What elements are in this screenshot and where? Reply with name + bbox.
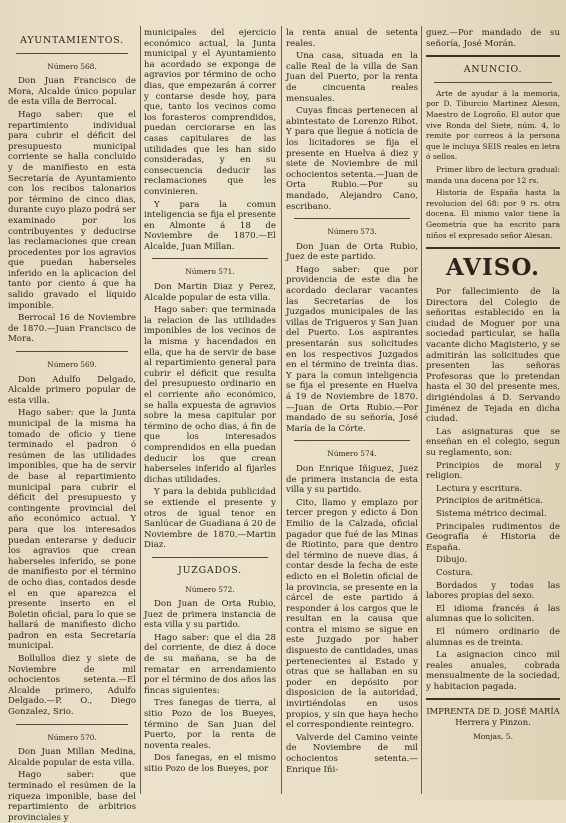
advert-item: Arte de ayudar á la memoria, por D. Tiburcio Martinez Aleson, Maestro de Logroño. El autor que vive Ronda del Siete, núm. 4, lo remite por correos á la persona que le incluya SEIS reales en letra ó sellos. — [426, 88, 560, 162]
notice-number: Número 572. — [185, 584, 235, 594]
notice-number: Número 570. — [47, 732, 97, 742]
subject-item: El número ordinario de alumnas es de treinta. — [426, 626, 560, 648]
notice-item: la renta anual de setenta reales. — [286, 28, 418, 49]
notice-signature: Valverde del Camino veinte de Noviembre de mil ochocientos setenta.—Enrique Iñi- — [286, 732, 418, 775]
subject-item: Dibujo. — [436, 555, 468, 566]
section-heading-juzgados: JUZGADOS. — [178, 564, 242, 576]
divider — [426, 55, 560, 57]
notice-number: Número 573. — [327, 227, 377, 237]
subject-item: Bordados y todas las labores propias del sexo. — [426, 580, 560, 602]
aviso-heading: AVISO. — [445, 254, 541, 282]
notice-number: Número 571. — [185, 267, 235, 277]
notice-body: Hago saber: que por providencia de este dia he acordado declarar vacantes las Secretarías de los Juzgados municipales de las villas de Trigueros y San Juan del Puerto. Los aspirantes presentarán sus solicitudes en los respectivos Juzgados en el término de treinta dias. Y para la comun inteligencia se fija el presente en Huelva á 19 de Noviembre de 1870.—Juan de Orta Rubio.—Por mandado de su señoría, José María de la Córte. — [286, 264, 418, 434]
notice-intro: Don Enrique Iñiguez, Juez de primera instancia de esta villa y su partido. — [286, 463, 418, 496]
divider — [294, 440, 410, 441]
notice-body: Hago saber: que el dia 28 del corriente, de diez á doce de su mañana, se ha de rematar en arrendamiento por el término de dos años las fincas siguientes: — [144, 632, 276, 696]
notice-number: Número 574. — [327, 449, 377, 459]
column-1 — [8, 28, 136, 823]
column-2 — [144, 28, 276, 792]
notice-intro: Don Martin Diaz y Perez, Alcalde popular de esta villa. — [144, 282, 276, 303]
aviso-body: Las asignaturas que se enseñan en el colegio, segun su reglamento, son: — [426, 426, 560, 458]
divider — [426, 247, 560, 249]
notice-signature: guez.—Por mandado de su señoría, José Morán. — [426, 28, 560, 49]
divider — [294, 218, 410, 219]
subject-item: Sistema métrico decimal. — [436, 508, 547, 519]
notice-signature: Y para la debida publicidad se extiende el presente y otros de igual tenor en Sanlúcar de Guadiana á 20 de Noviembre de 1870.—Martin Diaz. — [144, 487, 276, 551]
divider — [16, 351, 128, 352]
aviso-body: La asignacion cinco mil reales anuales, cobrada mensualmente de la sociedad, y habitacion pagada. — [426, 650, 560, 692]
notice-signature: Y para la comun inteligencia se fija el presente en Almonte á 18 de Noviembre de 1870.—El Alcalde, Juan Millan. — [144, 199, 276, 252]
column-divider — [421, 26, 422, 794]
divider — [16, 724, 128, 725]
divider — [152, 557, 268, 558]
aviso-body: Por fallecimiento de la Directora del Colegio de señoritas establecido en la ciudad de Moguer por una sociedad particular, se halla vacante dicho Magisterio, y se admitirán las solicitudes que presenten las señoras Profesoras que lo pretendan hasta el 30 del presente mes, dirigiéndolas á D. Servando Jiménez de Tejada en dicha ciudad. — [426, 287, 560, 425]
notice-number: Número 568. — [47, 61, 97, 71]
notice-body: Cuyas fincas pertenecen al abintestato de Lorenzo Ribot. Y para que llegue á noticia de los licitadores se fija el presente en Huelva á diez y siete de Noviembre de mil ochocientos setenta.—Juan de Orta Rubio.—Por su mandado, Alejandro Cano, escribano. — [286, 106, 418, 212]
notice-signature: Berrocal 16 de Noviembre de 1870.—Juan Francisco de Mora. — [8, 313, 136, 345]
column-divider — [140, 26, 141, 794]
column-3 — [286, 28, 418, 792]
column-4 — [426, 28, 560, 792]
notice-body: Hago saber: que terminada la relacion de las utilidades imponibles de los vecinos de la misma y hacendados en ella, que ha de servir de base al repartimiento general para cubrir el déficit que resulta del presupuesto ordinario en el corriente año económico, se halla expuesta de agravios sobre la mesa capitular por término de ocho dias, á fin de que los interesados comprendidos en ella puedan deducir los que crean haberseles inferido al fijarles dichas utilidades. — [144, 305, 276, 485]
divider — [152, 258, 268, 259]
subject-item: Costura. — [436, 567, 474, 578]
printer-address: Monjas, 5. — [472, 731, 514, 741]
printer-imprint: IMPRENTA DE D. JOSÉ MARÍA Herrera y Pinzon. — [426, 706, 560, 728]
subject-item: Principios de moral y religion. — [426, 460, 560, 482]
notice-intro: Don Juan Francisco de Mora, Alcalde único popular de esta villa de Berrocal. — [8, 76, 136, 108]
notice-signature: Bollullos diez y siete de Noviembre de mil ochocientos setenta.—El Alcalde primero, Adulfo Delgado.—P. O., Diego Gonzalez, Srio. — [8, 654, 136, 718]
notice-body: Hago saber: que la Junta municipal de la misma ha tomado de oficio y tiene terminado el padron ó resúmen de las utilidades imponibles, que ha de servir de base al repartimiento municipal para cubrir el déficit del presupuesto y contingente provincial del año económico actual. Y para que los interesados puedan enterarse y deducir los agravios que crean haberseles inferido, se pone de manifiesto por el término de ocho dias, contados desde el en que aparezca el presente inserto en el Boletin oficial, para lo que se hallará de manifiesto dicho padron en esta Secretaría municipal. — [8, 408, 136, 652]
notice-body: Cito, llamo y emplazo por tercer pregon y edicto á Don Emilio de la Calzada, oficial pagador que fué de las Minas de Riotinto, para que dentro del término de nueve dias, á contar desde la fecha de este edicto en el Boletin oficial de la provincia, se presente en la cárcel de este partido á responder á los cargos que le resultan en la causa que contra el mismo se sigue en este Juzgado por haber dispuesto de cantidades, unas pertenecientes al Estado y otras que se hallaban en su poder en depósito por disposicion de la autoridad, invirtiéndolas en usos propios, y sin que haya hecho el correspondiente reintegro. — [286, 497, 418, 731]
notice-item: Dos fanegas, en el mismo sitio Pozo de los Bueyes, por — [144, 753, 276, 774]
notice-item: Una casa, situada en la calle Real de la villa de San Juan del Puerto, por la renta de cincuenta reales mensuales. — [286, 51, 418, 104]
notice-number: Número 569. — [47, 360, 97, 370]
advert-item: Primer libro de lectura gradual: manda una docena por 12 rs. — [426, 164, 560, 185]
section-heading-ayuntamientos: AYUNTAMIENTOS. — [20, 35, 124, 46]
divider — [16, 53, 128, 54]
advert-item: Historia de España hasta la revolucion del 68: por 9 rs. otra docena. El mismo valor tiene la Geometría que ha escrito para niños el expresado señor Alesan. — [426, 188, 560, 240]
notice-body: Hago saber: que el repartimiento individual para cubrir el déficit del presupuesto municipal corriente se halla concluido y de manifiesto en esta Secretaría de Ayuntamiento con los recibos talonarios por término de cinco dias, durante cuyo plazo podrá ser examinado por los contribuyentes y deducirse las reclamaciones que crean procedentes por los agravios que puedan haberseles inferido en la aplicacion del tanto por ciento á que ha salido gravado el líquido imponible. — [8, 109, 136, 311]
divider — [426, 698, 560, 700]
subject-item: Principios de aritmética. — [436, 496, 544, 507]
notice-item: Tres fanegas de tierra, al sitio Pozo de los Bueyes, término de San Juan del Puerto, por la renta de noventa reales. — [144, 698, 276, 751]
notice-body: Hago saber: que terminado el resúmen de la riqueza imponible, base del repartimiento de arbitrios provinciales y — [8, 770, 136, 823]
notice-intro: Don Juan de Orta Rubio, Juez de primera instancia de esta villa y su partido. — [144, 599, 276, 631]
subject-item: Principales rudimentos de Geografía é Historia de España. — [426, 521, 560, 553]
divider — [434, 82, 552, 83]
section-heading-anuncio: ANUNCIO. — [463, 64, 523, 76]
notice-intro: Don Juan de Orta Rubio, Juez de este partido. — [286, 241, 418, 263]
notice-intro: Don Adulfo Delgado, Alcalde primero popular de esta villa. — [8, 374, 136, 406]
notice-intro: Don Juan Millan Medina, Alcalde popular de esta villa. — [8, 747, 136, 768]
column-divider — [281, 26, 282, 794]
notice-body: municipales del ejercicio económico actual, la Junta municipal y el Ayuntamiento ha acordado se exponga de agravios por término de ocho dias, que empezarán á correr y contarse desde hoy, para que, tanto los vecinos como los forasteros comprendidos, puedan cerciorarse en las casas capitulares de las utilidades que les han sido consideradas, y en su consecuencia deducir las reclamaciones que les convinieren. — [144, 28, 276, 197]
subject-item: Lectura y escritura. — [436, 483, 523, 494]
subject-item: El idioma francés á las alumnas que lo soliciten. — [426, 603, 560, 625]
